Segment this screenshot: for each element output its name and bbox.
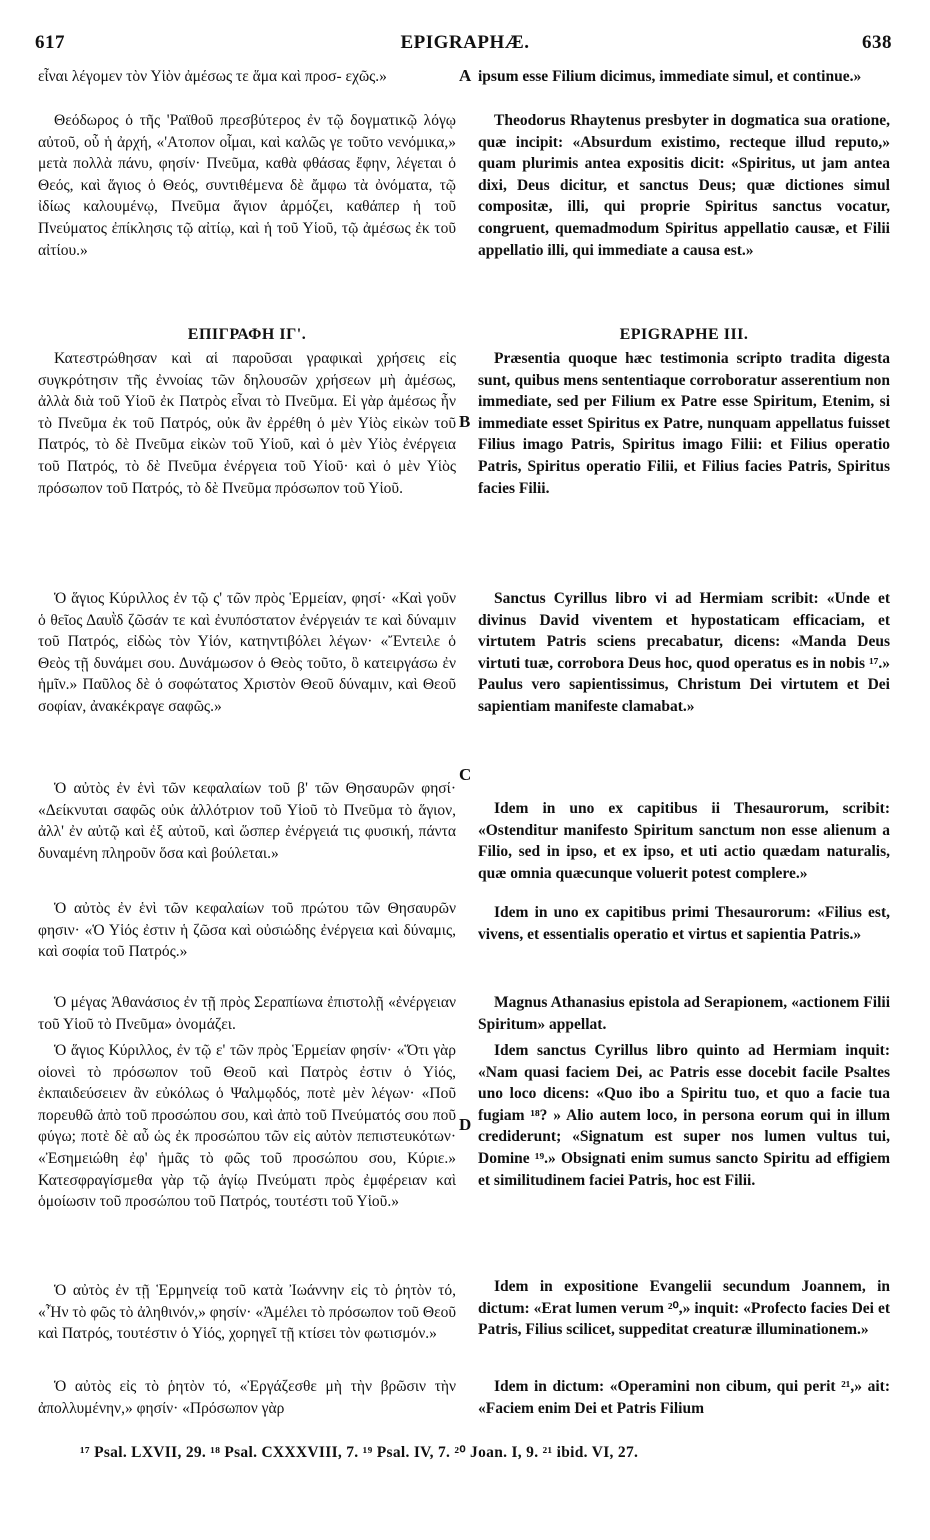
greek-paragraph: Ὁ αὐτὸς ἐν τῇ Ἑρμηνείᾳ τοῦ κατὰ Ἰωάννην εἰς τὸ ῥητὸν τό, «Ἦν τὸ φῶς τὸ ἀληθινόν,» φησίν· «Ἀμέλει τὸ πρόσωπον τοῦ Θεοῦ καὶ Πατρός, τουτέστιν ὁ Υἱός, χορηγεῖ τῇ κτίσει τὸν φωτισμόν.» bbox=[38, 1282, 457, 1343]
latin-paragraph: Idem in expositione Evangelii secundum Joannem, in dictum: «Erat lumen verum ²⁰,» inquit: «Profecto facies Dei et Patris, Filius scilicet, suppeditat creaturæ illuminationem.» bbox=[478, 1278, 890, 1339]
greek-column bbox=[38, 66, 456, 1426]
greek-section-title: ΕΠΙΓΡΑΦΗ ΙΓ'. bbox=[187, 326, 307, 343]
latin-paragraph: Theodorus Rhaytenus presbyter in dogmatica sua oratione, quæ incipit: «Absurdum existimo, recteque illud reputo,» quam plurimis antea expositis dicit: «Spiritus, ut jam antea dixi, Deus dicitur, et sanctus Deus; quæ dictiones simul compositæ, illi, qui proprie Spiritus sanctus vocatur, congruent, quemadmodum Spiritus appellatio causæ, et Filii appellatio illi, qui immediate a causa est.» bbox=[478, 112, 890, 259]
margin-letter-d: D bbox=[459, 1115, 472, 1134]
latin-paragraph: Sanctus Cyrillus libro vi ad Hermiam scribit: «Unde et divinus David viventem et hypostaticam efficaciam, et virtutem Patris sciens precabatur, dicens: «Manda Deus virtuti tuæ, corrobora Deus hoc, quod operatus es in nobis ¹⁷.» Paulus vero sapientissimus, Christum Dei virtutem et Dei sapientiam manifeste clamabat.» bbox=[478, 590, 890, 715]
margin-letter-c: C bbox=[459, 765, 472, 784]
latin-paragraph: ipsum esse Filium dicimus, immediate simul, et continue.» bbox=[478, 68, 862, 85]
greek-paragraph: Ὁ αὐτὸς εἰς τὸ ῥητὸν τό, «Ἐργάζεσθε μὴ τὴν βρῶσιν τὴν ἀπολλυμένην,» φησίν· «Πρόσωπον γὰρ bbox=[38, 1378, 456, 1417]
left-page-number: 617 bbox=[35, 32, 65, 53]
greek-paragraph: Θεόδωρος ὁ τῆς 'Ραϊθοῦ πρεσβύτερος ἐν τῷ δογματικῷ λόγῳ αὐτοῦ, οὗ ἡ ἀρχή, «'Ατοπον οἶμαι, καὶ καλῶς γε τοῦτο νενόμικα,» μετὰ πολλὰ πάνυ, φησίν· Πνεῦμα, καθὰ φθάσας ἔφην, λέγεται ὁ Θεός, καὶ ἅγιος ὁ Θεός, συντιθέμενα δὲ ἄμφω τὰ ὀνόματα, τῷ ἰδίως καλουμένῳ, Πνεῦμα ἅγιον ἁρμόζει, καθάπερ ἡ τοῦ Πνεύματος ἐπίκλησις τῷ αἰτίῳ, καὶ ἡ τοῦ Υἱοῦ, τῷ ἀμέσως ἐκ τοῦ αἰτίου.» bbox=[38, 112, 456, 259]
latin-paragraph: Idem in uno ex capitibus primi Thesaurorum: «Filius est, vivens, et essentialis operatio et virtus et sapientia Patris.» bbox=[478, 904, 890, 943]
footnotes: ¹⁷ Psal. LXVII, 29. ¹⁸ Psal. CXXXVIII, 7. ¹⁹ Psal. IV, 7. ²⁰ Joan. I, 9. ²¹ ibid. VI, 27. bbox=[80, 1444, 639, 1461]
greek-paragraph: Ὁ αὐτὸς ἐν ἑνὶ τῶν κεφαλαίων τοῦ β' τῶν Θησαυρῶν φησί· «Δείκνυται σαφῶς οὐκ ἀλλότριον τοῦ Υἱοῦ τὸ Πνεῦμα τὸ ἅγιον, ἀλλ' ἐν αὐτῷ καὶ ἐξ αὐτοῦ, καὶ ὥσπερ ἐνέργειά τις φυσική, πάντα δυναμένη πληροῦν ὅσα καὶ βούλεται.» bbox=[38, 780, 456, 862]
latin-paragraph: Idem sanctus Cyrillus libro quinto ad Hermiam inquit: «Nam quasi faciem Dei, ac Patris esse docebit facile Psaltes uno loco dicens: «Quo ibo a Spiritu tuo, et quo a facie tua fugiam ¹⁸? » Alio autem loco, in persona eorum qui in illum crediderunt; «Signatum est super nos lumen vultus tui, Domine ¹⁹.» Obsignati enim sumus sancto Spiritu ad effigiem et similitudinem faciei Patris, hoc est Filii. bbox=[478, 1042, 890, 1189]
greek-paragraph: Ὁ ἅγιος Κύριλλος, ἐν τῷ ε' τῶν πρὸς Ἑρμείαν φησίν· «Ὅτι γὰρ οἱονεὶ τὸ πρόσωπον τοῦ Θεοῦ καὶ Πατρὸς ἐστιν ὁ Υἱός, ἐκπαιδεύσειεν ἂν εὐκόλως ὁ Ψαλμῳδός, ποτὲ μὲν λέγων· «Ποῦ πορευθῶ ἀπὸ τοῦ προσώπου σου, καὶ ἀπὸ τοῦ Πνεύματός σου ποῦ φύγω; ποτὲ δὲ αὖ ὡς ἐκ προσώπου τῶν εἰς αὐτὸν πεπιστευκότων· «Ἐσημειώθη ἐφ' ἡμᾶς τὸ φῶς τοῦ προσώπου σου, Κύριε.» Κατεσφραγίσμεθα γὰρ τῷ ἁγίῳ Πνεύματι πρὸς ἐμφέρειαν καὶ ὁμοίωσιν τοῦ προσώπου τοῦ Πατρός, τουτέστι τοῦ Υἱοῦ.» bbox=[38, 1042, 456, 1211]
greek-paragraph: Ὁ αὐτὸς ἐν ἑνὶ τῶν κεφαλαίων τοῦ πρώτου τῶν Θησαυρῶν φησιν· «Ὁ Υἱός ἐστιν ἡ ζῶσα καὶ οὐσιώδης ἐνέργεια καὶ δύναμις, καὶ σοφία τοῦ Πατρός.» bbox=[38, 900, 456, 961]
margin-letter-b: B bbox=[459, 412, 471, 431]
margin-letter-a: A bbox=[459, 66, 472, 85]
latin-paragraph: Magnus Athanasius epistola ad Serapionem, «actionem Filii Spiritum» appellat. bbox=[478, 994, 890, 1033]
latin-section-title: EPIGRAPHE III. bbox=[619, 326, 749, 343]
latin-column bbox=[478, 66, 890, 1426]
latin-paragraph: Idem in uno ex capitibus ii Thesaurorum, scribit: «Ostenditur manifesto Spiritum sanctum non esse alienum a Filio, sed in ipso, et ex ipso, et uti actio quædam naturalis, quæ omnia quæcunque voluerit potest complere.» bbox=[478, 800, 890, 882]
latin-paragraph: Idem in dictum: «Operamini non cibum, qui perit ²¹,» ait: «Faciem enim Dei et Patris Filium bbox=[478, 1378, 890, 1417]
greek-paragraph: εἶναι λέγομεν τὸν Υἱὸν ἀμέσως τε ἅμα καὶ προσ- εχῶς.» bbox=[38, 68, 387, 85]
right-page-number: 638 bbox=[862, 32, 892, 53]
running-title: EPIGRAPHÆ. bbox=[400, 32, 530, 53]
greek-paragraph: Ὁ ἅγιος Κύριλλος ἐν τῷ ς' τῶν πρὸς Ἑρμείαν, φησί· «Καὶ γοῦν ὁ θεῖος Δαυῒδ ζῶσάν τε καὶ ἐνυπόστατον ἐνέργειάν τε καὶ δύναμιν τοῦ Πατρός, εἰδὼς τὸν Υἱόν, κατηντιβόλει λέγων· «Ἔντειλε ὁ Θεὸς τῇ δυνάμει σου. Δυνάμωσον ὁ Θεὸς τοῦτο, ὃ κατειργάσω ἐν ἡμῖν.» Παῦλος δὲ ὁ σοφώτατος Χριστὸν Θεοῦ δύναμιν, καὶ Θεοῦ σοφίαν, ἀνακέκραγε σαφῶς.» bbox=[38, 590, 456, 715]
latin-paragraph: Præsentia quoque hæc testimonia scripto tradita digesta sunt, quibus mens sententiaque corroboratur asserentium non immediate, sed per Filium ex Patre esse Spiritum, Etenim, si immediate esset Spiritus ex Patre, nunquam appellatus fuisset Filius imago Patris, Spiritus imago Filii: et Filius operatio Patris, Spiritus operatio Filii, et Filius facies Patris, Spiritus facies Filii. bbox=[478, 350, 890, 497]
greek-paragraph: Κατεστρώθησαν καὶ αἱ παροῦσαι γραφικαὶ χρήσεις εἰς συγκρότησιν τῆς ἐννοίας τῶν δηλουσῶν χρήσεων μὴ ἀμέσως, ἀλλὰ διὰ τοῦ Υἱοῦ ἐκ Πατρὸς εἶναι τὸ Πνεῦμα. Εἰ γὰρ ἀμέσως ἦν τὸ Πνεῦμα ἐκ τοῦ Πατρός, οὐκ ἂν ἐρρέθη ὁ μὲν Υἱὸς εἰκὼν τοῦ Πατρός, τὸ δὲ Πνεῦμα εἰκὼν τοῦ Υἱοῦ, καὶ ὁ μὲν Υἱὸς ἐνέργεια τοῦ Πατρός, τὸ δὲ Πνεῦμα ἐνέργεια τοῦ Υἱοῦ· καὶ ὁ μὲν Υἱὸς πρόσωπον τοῦ Πατρός, τὸ δὲ Πνεῦμα πρόσωπον τοῦ Υἱοῦ. bbox=[38, 350, 456, 497]
greek-paragraph: Ὁ μέγας Ἀθανάσιος ἐν τῇ πρὸς Σεραπίωνα ἐπιστολῇ «ἐνέργειαν τοῦ Υἱοῦ τὸ Πνεῦμα» ὀνομάζει. bbox=[38, 994, 456, 1033]
